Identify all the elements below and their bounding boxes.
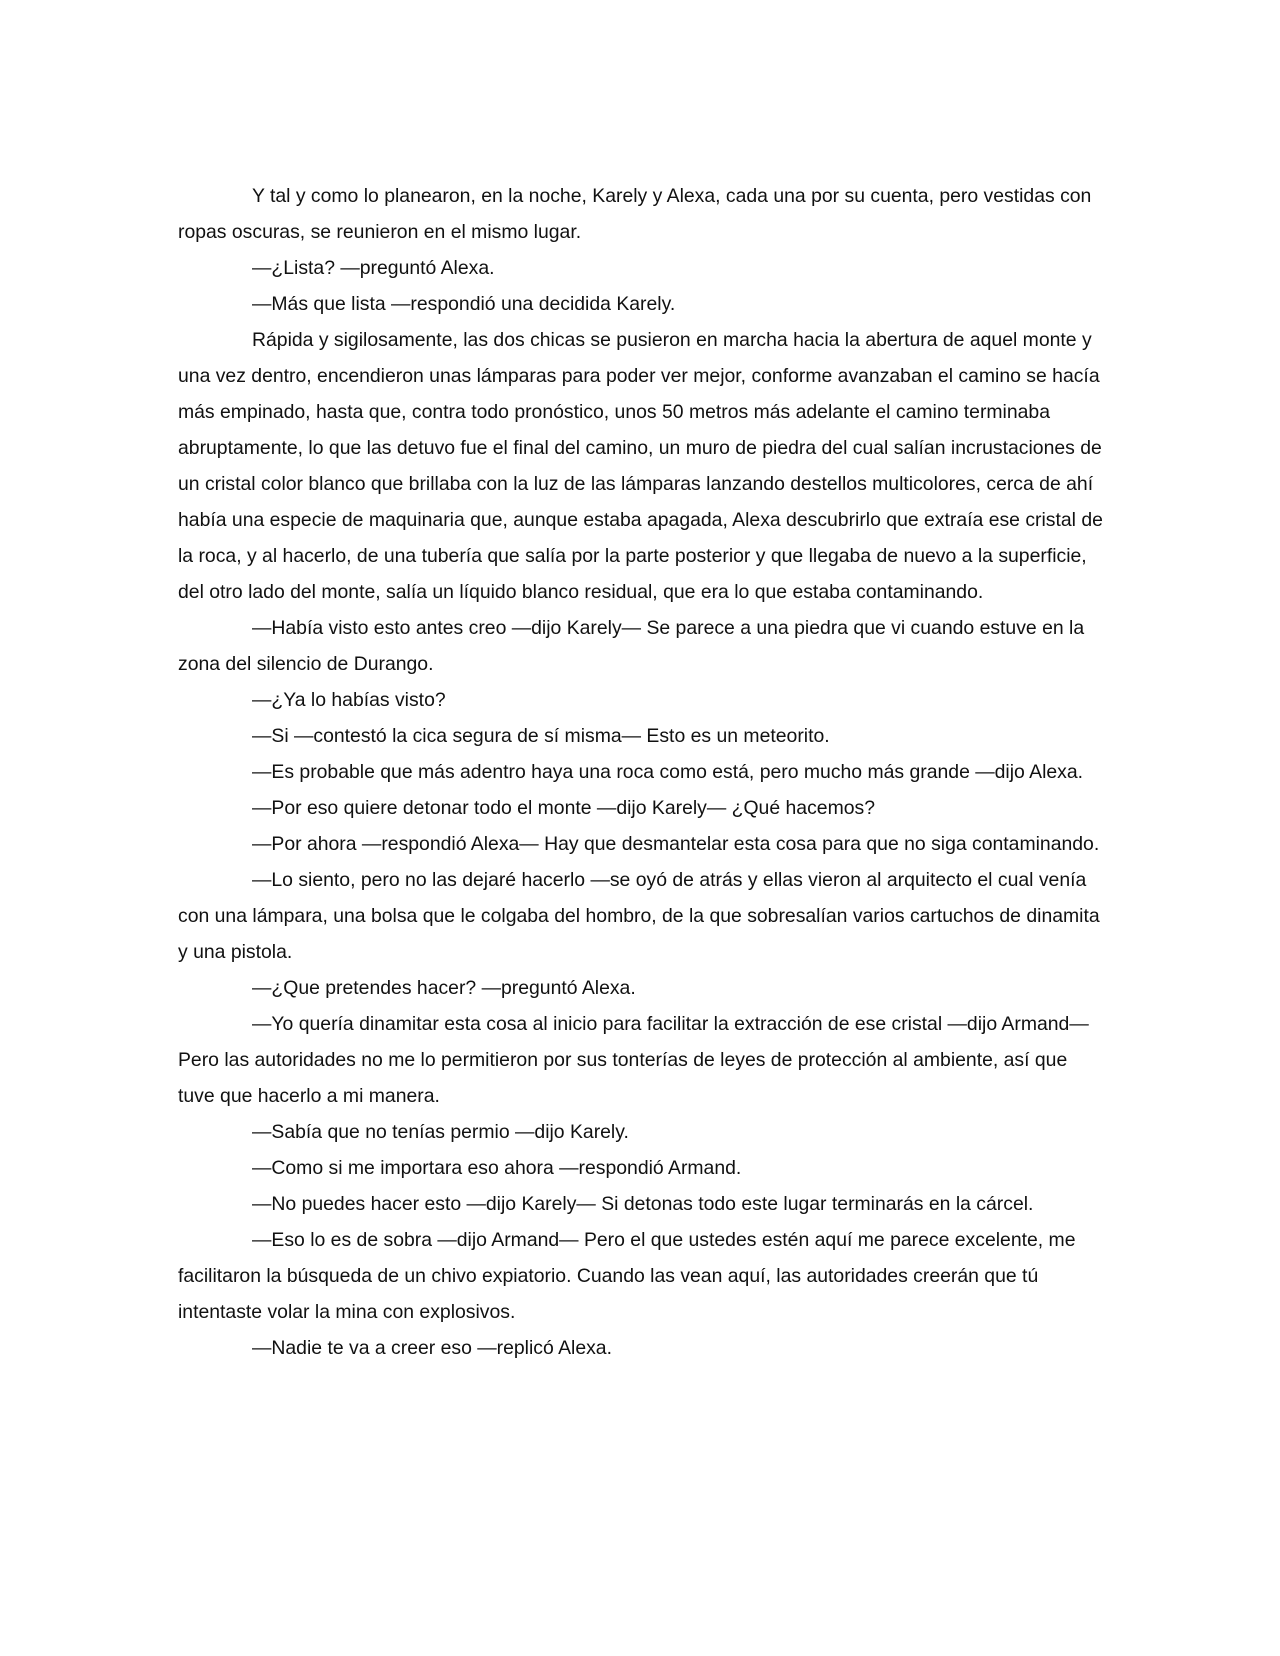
paragraph: —Es probable que más adentro haya una roca como está, pero mucho más grande —dijo Alexa. [252, 761, 1084, 783]
paragraph: —Nadie te va a creer eso —replicó Alexa. [252, 1337, 612, 1359]
paragraph: —Más que lista —respondió una decidida Karely. [252, 293, 676, 315]
paragraph: —Si —contestó la cica segura de sí misma— Esto es un meteorito. [252, 725, 830, 747]
paragraph: —Como si me importara eso ahora —respondió Armand. [252, 1157, 742, 1179]
paragraph: Rápida y sigilosamente, las dos chicas se pusieron en marcha hacia la abertura de aquel monte y una vez dentro, encendieron unas lámparas para poder ver mejor, conforme avanzaban el camino se hacía más empinado, hasta que, contra todo pronóstico, unos 50 metros más adelante el camino terminaba abruptamente, lo que las detuvo fue el final del camino, un muro de piedra del cual salían incrustaciones de un cristal color blanco que brillaba con la luz de las lámparas lanzando destellos multicolores, cerca de ahí había una especie de maquinaria que, aunque estaba apagada, Alexa descubrirlo que extraía ese cristal de la roca, y al hacerlo, de una tubería que salía por la parte posterior y que llegaba de nuevo a la superficie, del otro lado del monte, salía un líquido blanco residual, que era lo que estaba contaminando. [178, 329, 1103, 603]
paragraph: —Había visto esto antes creo —dijo Karely— Se parece a una piedra que vi cuando estuve en la zona del silencio de Durango. [178, 617, 1085, 675]
paragraph: —Por eso quiere detonar todo el monte —dijo Karely— ¿Qué hacemos? [252, 797, 875, 819]
paragraph: —¿Lista? —preguntó Alexa. [252, 257, 495, 279]
paragraph: Y tal y como lo planearon, en la noche, Karely y Alexa, cada una por su cuenta, pero vestidas con ropas oscuras, se reunieron en el mismo lugar. [178, 185, 1092, 243]
paragraph: —Lo siento, pero no las dejaré hacerlo —se oyó de atrás y ellas vieron al arquitecto el cual venía con una lámpara, una bolsa que le colgaba del hombro, de la que sobresalían varios cartuchos de dinamita y una pistola. [178, 869, 1100, 963]
paragraph: —Sabía que no tenías permio —dijo Karely. [252, 1121, 629, 1143]
paragraph: —Por ahora —respondió Alexa— Hay que desmantelar esta cosa para que no siga contaminando. [252, 833, 1100, 855]
paragraph: —¿Que pretendes hacer? —preguntó Alexa. [252, 977, 636, 999]
paragraph: —¿Ya lo habías visto? [252, 689, 446, 711]
paragraph: —Yo quería dinamitar esta cosa al inicio para facilitar la extracción de ese cristal —dijo Armand— Pero las autoridades no me lo permitieron por sus tonterías de leyes de protección al ambiente, así que tuve que hacerlo a mi manera. [178, 1013, 1089, 1107]
paragraph: —Eso lo es de sobra —dijo Armand— Pero el que ustedes estén aquí me parece excelente, me facilitaron la búsqueda de un chivo expiatorio. Cuando las vean aquí, las autoridades creerán que tú intentaste volar la mina con explosivos. [178, 1229, 1076, 1323]
paragraph: —No puedes hacer esto —dijo Karely— Si detonas todo este lugar terminarás en la cárcel. [252, 1193, 1034, 1215]
body-text [178, 178, 1108, 1366]
